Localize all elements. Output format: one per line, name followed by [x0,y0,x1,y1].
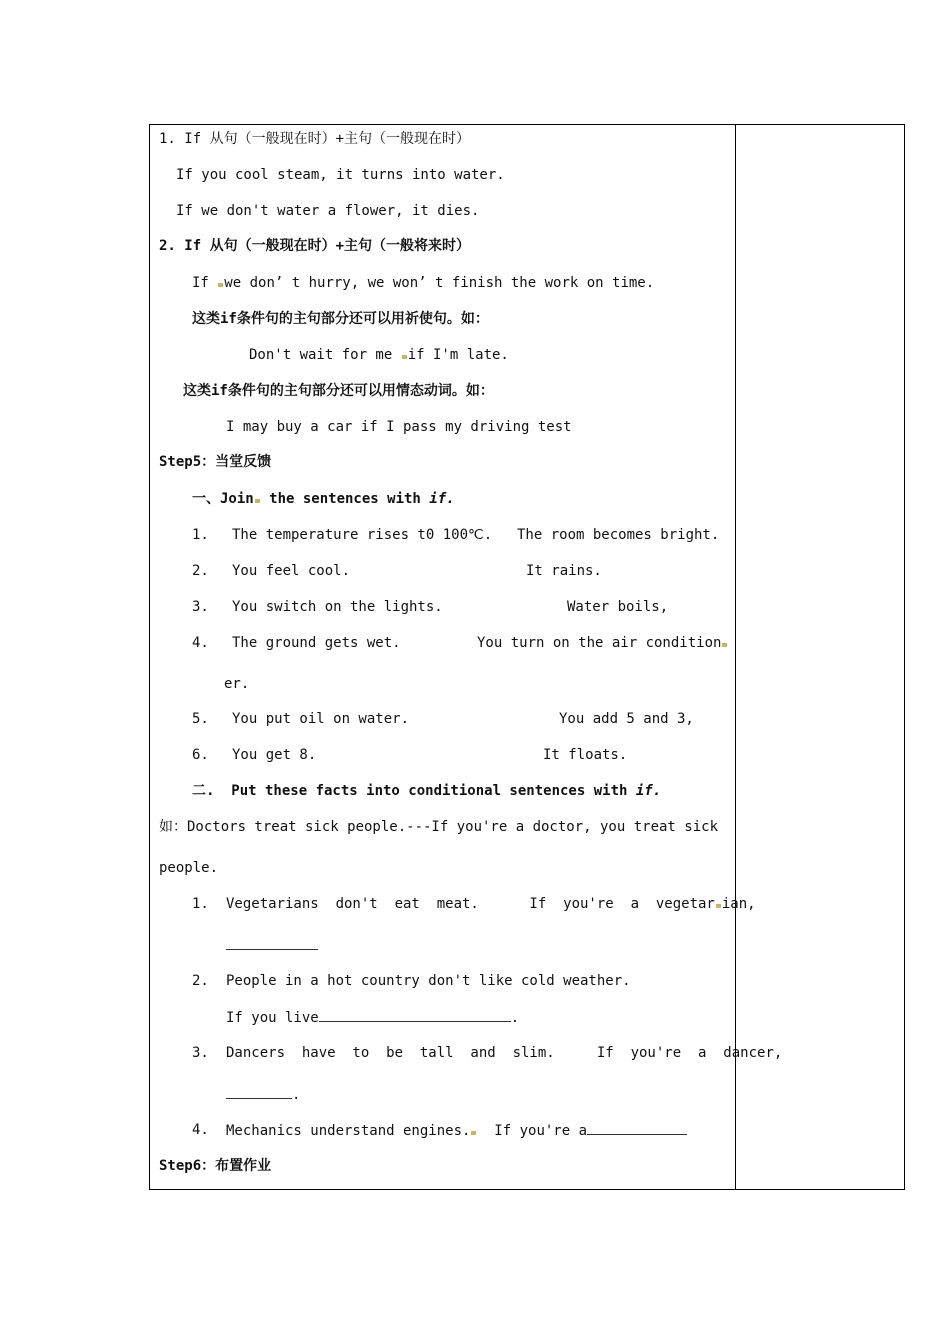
join-item-4-wrap: er. [224,676,250,692]
join-item-6-right: It floats. [543,747,628,763]
lesson-table [149,124,905,1190]
fact-item-4-num: 4. [192,1122,209,1138]
join-item-1-right: The room becomes bright. [517,527,720,543]
join-item-4-right: You turn on the air condition [477,633,728,653]
join-item-5-right: You add 5 and 3, [559,711,694,727]
join-item-4: 4. [192,635,209,651]
join-item-2-right: It rains. [526,563,602,579]
answer-blank[interactable] [587,1120,687,1135]
rule1-example-1: If you cool steam, it turns into water. [176,167,505,183]
join-item-4-left: The ground gets wet. [232,635,401,651]
join-item-5: 5. [192,711,209,727]
rule2-example: If we don’ t hurry, we won’ t finish the work on time. [192,275,655,291]
join-item-1-left: The temperature rises t0 100℃. [232,527,493,543]
part2-example-line1: 如：Doctors treat sick people.---If you're a doctor, you treat sick [159,819,719,835]
join-item-6: 6. [192,747,209,763]
edit-mark [218,283,223,287]
answer-blank[interactable] [226,935,318,950]
edit-mark [402,355,407,359]
fact-item-3-answer: . [226,1084,300,1104]
rule1-heading: 1. If 从句（一般现在时）+主句（一般现在时） [159,131,470,147]
fact-item-4: Mechanics understand engines. If you're a [226,1120,687,1140]
notes-column [736,125,904,1189]
fact-item-2-answer: If you live . [226,1007,519,1027]
edit-mark [471,1131,476,1135]
part1-heading: 一、Join the sentences with if. [192,491,455,507]
modal-example: I may buy a car if I pass my driving test [226,419,572,435]
step6-title: Step6：布置作业 [159,1158,272,1174]
answer-blank[interactable] [319,1007,511,1022]
join-item-3: 3. [192,599,209,615]
note-modal: 这类if条件句的主句部分还可以用情态动词。如： [183,383,494,399]
fact-item-3-num: 3. [192,1045,209,1061]
join-item-3-left: You switch on the lights. [232,599,443,615]
edit-mark [255,499,260,503]
part2-example-line2: people. [159,860,219,876]
fact-item-1: Vegetarians don't eat meat. If you're a vegetar ian, [226,896,756,912]
fact-item-3: Dancers have to be tall and slim. If you're a dancer, [226,1045,783,1061]
edit-mark [716,904,721,908]
imperative-example: Don't wait for me if I'm late. [249,347,509,363]
join-item-5-left: You put oil on water. [232,711,410,727]
note-imperative: 这类if条件句的主句部分还可以用祈使句。如： [192,311,489,327]
rule1-example-2: If we don't water a flower, it dies. [176,203,480,219]
rule2-heading: 2. If 从句（一般现在时）+主句（一般将来时） [159,238,470,254]
join-item-2: 2. [192,563,209,579]
fact-item-1-answer[interactable] [226,935,318,955]
answer-blank[interactable] [226,1084,292,1099]
fact-item-2-num: 2. [192,973,209,989]
join-item-3-right: Water boils, [567,599,669,615]
part2-heading: 二. Put these facts into conditional sentences with if. [192,783,662,799]
edit-mark [722,643,727,647]
fact-item-1-num: 1. [192,896,209,912]
join-item-6-left: You get 8. [232,747,317,763]
join-item-2-left: You feel cool. [232,563,351,579]
step5-title: Step5：当堂反馈 [159,454,272,470]
fact-item-2: People in a hot country don't like cold weather. [226,973,631,989]
join-item-1: 1. [192,527,209,543]
